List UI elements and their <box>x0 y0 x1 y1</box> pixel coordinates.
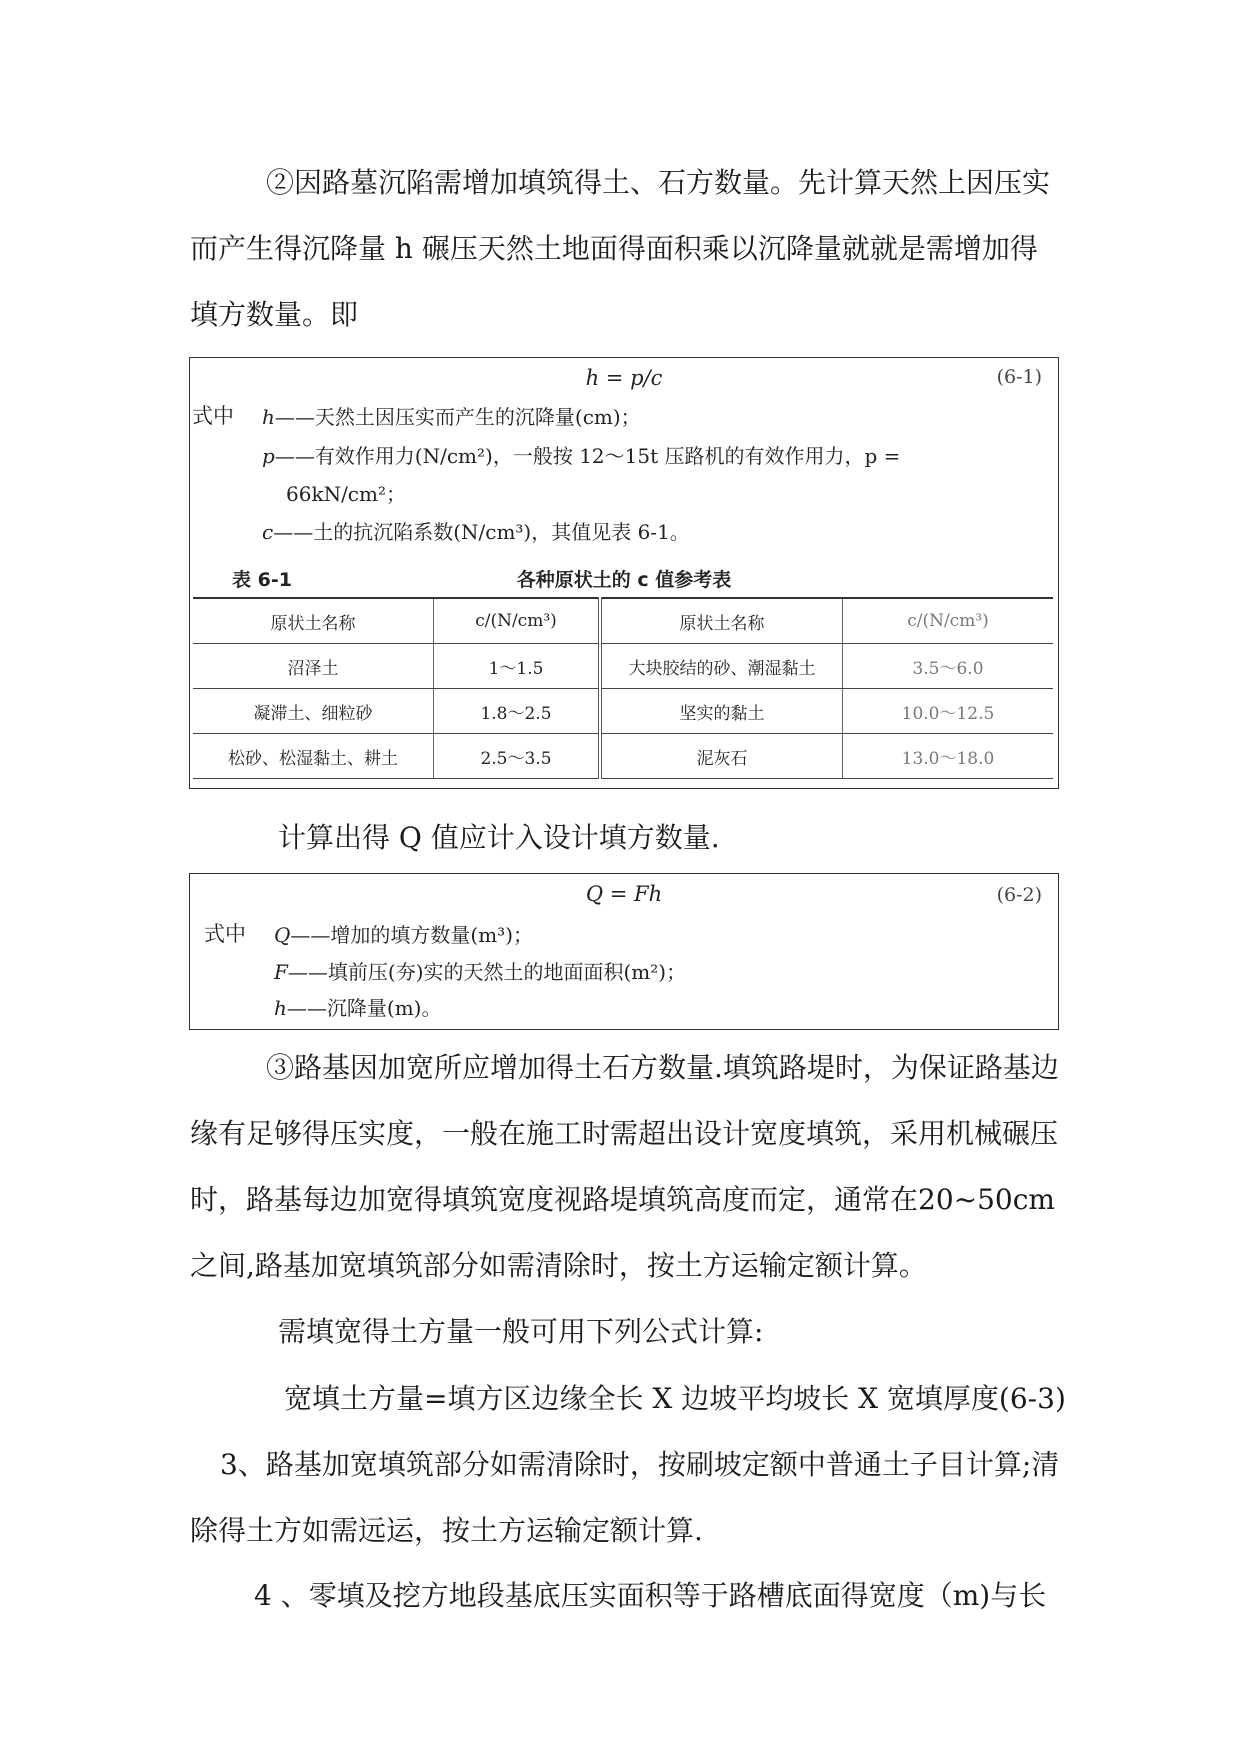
paragraph-q-value: 计算出得 Q 值应计入设计填方数量. <box>278 821 720 854</box>
definition-h: h——沉降量(m)。 <box>274 996 442 1020</box>
where-label: 式中 <box>192 404 234 428</box>
definition-p-value: 66kN/cm²； <box>286 482 406 506</box>
paragraph-widening: ③路基因加宽所应增加得土石方数量.填筑路堤时，为保证路基边缘有足够得压实度，一般在施工时需超出设计宽度填筑，采用机械碾压时，路基每边加宽得填筑宽度视路堤填筑高度而定，通常在20~50cm 之间,路基加宽填筑部分如需清除时，按土方运输定额计算。 <box>190 1051 1059 1282</box>
paragraph-item-4: 4 、零填及挖方地段基底压实面积等于路槽底面得宽度（m)与长 <box>254 1579 1047 1612</box>
header-soil-name: 原状土名称 <box>193 598 434 644</box>
definition-p: p——有效作用力(N/cm²)，一般按 12～15t 压路机的有效作用力，p = <box>262 444 901 468</box>
c-value-table <box>193 597 1053 779</box>
definition-h: h——天然土因压实而产生的沉降量(cm)； <box>262 405 641 429</box>
table-cell: 1～1.5 <box>434 644 601 689</box>
table-cell: 3.5～6.0 <box>843 644 1054 689</box>
table-title: 各种原状土的 c 值参考表 <box>516 569 732 591</box>
table-number: 表 6-1 <box>232 569 292 591</box>
table-header-row <box>193 598 1053 644</box>
table-row <box>193 734 1053 779</box>
paragraph-item-3: 3、路基加宽填筑部分如需清除时，按刷坡定额中普通土子目计算;清除得土方如需远运，按土方运输定额计算. <box>190 1448 1060 1547</box>
table-row <box>193 644 1053 689</box>
table-cell: 沼泽土 <box>193 644 434 689</box>
paragraph-formula-6-3: 宽填土方量=填方区边缘全长 X 边坡平均坡长 X 宽填厚度(6-3) <box>284 1382 1066 1415</box>
equation-number-6-2: (6-2) <box>996 884 1042 906</box>
table-row <box>193 689 1053 734</box>
table-cell: 2.5～3.5 <box>434 734 601 779</box>
paragraph-subsidence: ②因路墓沉陷需增加填筑得土、石方数量。先计算天然上因压实而产生得沉降量 h 碾压天然土地面得面积乘以沉降量就就是需增加得填方数量。即 <box>190 166 1051 331</box>
table-cell: 坚实的黏土 <box>600 689 843 734</box>
paragraph-formula-intro: 需填宽得土方量一般可用下列公式计算: <box>278 1315 764 1348</box>
header-c-value: c/(N/cm³) <box>843 598 1054 644</box>
equation-number-6-1: (6-1) <box>996 366 1042 388</box>
formula-box-6-2 <box>189 873 1059 1030</box>
definition-c: c——土的抗沉陷系数(N/cm³)，其值见表 6-1。 <box>262 520 690 544</box>
table-cell: 13.0～18.0 <box>843 734 1054 779</box>
table-cell: 凝滞土、细粒砂 <box>193 689 434 734</box>
equation-6-2: Q = Fh <box>585 882 663 906</box>
table-cell: 1.8～2.5 <box>434 689 601 734</box>
header-soil-name: 原状土名称 <box>600 598 843 644</box>
table-cell: 泥灰石 <box>600 734 843 779</box>
table-cell: 松砂、松湿黏土、耕土 <box>193 734 434 779</box>
header-c-value: c/(N/cm³) <box>434 598 601 644</box>
definition-q: Q——增加的填方数量(m³)； <box>274 923 533 947</box>
table-cell: 10.0～12.5 <box>843 689 1054 734</box>
formula-box-6-1 <box>189 357 1059 789</box>
where-label: 式中 <box>204 922 246 946</box>
equation-6-1: h = p/c <box>585 366 663 390</box>
table-cell: 大块胶结的砂、潮湿黏土 <box>600 644 843 689</box>
definition-f: F——填前压(夯)实的天然土的地面面积(m²)； <box>274 960 687 984</box>
